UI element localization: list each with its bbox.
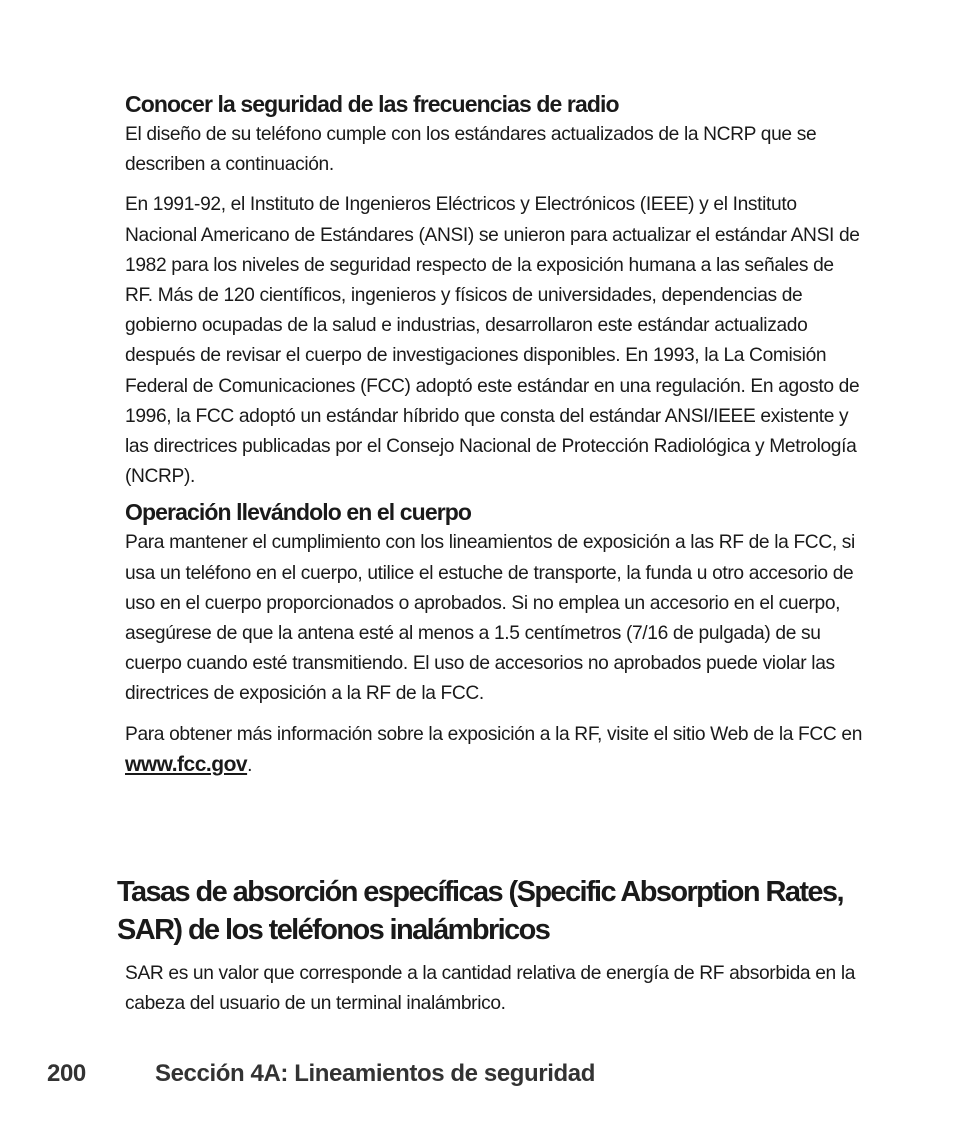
- sar-section: [125, 959, 865, 1029]
- page-footer: [47, 1060, 595, 1088]
- fcc-info-paragraph: [125, 720, 865, 781]
- body-worn-heading: Operación llevándolo en el cuerpo: [125, 499, 472, 526]
- fcc-website-link[interactable]: www.fcc.gov: [125, 752, 248, 776]
- fcc-info-text: Para obtener más información sobre la exposición a la RF, visite el sitio Web de la FCC en: [125, 723, 863, 745]
- main-content: [125, 88, 865, 791]
- body-worn-guidelines: Para mantener el cumplimiento con los lineamientos de exposición a las RF de la FCC, si usa un teléfono en el cuerpo, utilice el estuche de transporte, la funda u otro accesorio de uso en el cuerpo proporcionados o aprobados. Si no emplea un accesorio en el cuerpo, asegúrese de que la antena esté al menos a 1.5 centímetros (7/16 de pulgada) de su cuerpo cuando esté transmitiendo. El uso de accesorios no aprobados puede violar las directrices de exposición a la RF de la FCC.: [125, 532, 855, 705]
- sar-heading: Tasas de absorción específicas (Specific Absorption Rates, SAR) de los teléfonos inalámbricos: [117, 876, 843, 946]
- rf-safety-heading: Conocer la seguridad de las frecuencias de radio: [125, 91, 619, 117]
- page-number: 200: [47, 1060, 86, 1087]
- rf-safety-history: En 1991-92, el Instituto de Ingenieros Eléctricos y Electrónicos (IEEE) y el Instituto Nacional Americano de Estándares (ANSI) se unieron para actualizar el estándar ANSI de 1982 para los niveles de seguridad respecto de la exposición humana a las señales de RF. Más de 120 científicos, ingenieros y físicos de universidades, dependencias de gobierno ocupadas de la salud e industrias, desarrollaron este estándar actualizado después de revisar el cuerpo de investigaciones disponibles. En 1993, la La Comisión Federal de Comunicaciones (FCC) adoptó este estándar en una regulación. En agosto de 1996, la FCC adoptó un estándar híbrido que consta del estándar ANSI/IEEE existente y las directrices publicadas por el Consejo Nacional de Protección Radiológica y Metrología (NCRP).: [125, 194, 860, 488]
- sar-description: SAR es un valor que corresponde a la cantidad relativa de energía de RF absorbida en la cabeza del usuario de un terminal inalámbrico.: [125, 963, 856, 1015]
- fcc-info-period: .: [247, 754, 253, 776]
- footer-section-title: Sección 4A: Lineamientos de seguridad: [155, 1060, 595, 1087]
- rf-safety-intro: El diseño de su teléfono cumple con los estándares actualizados de la NCRP que se describen a continuación.: [125, 124, 817, 176]
